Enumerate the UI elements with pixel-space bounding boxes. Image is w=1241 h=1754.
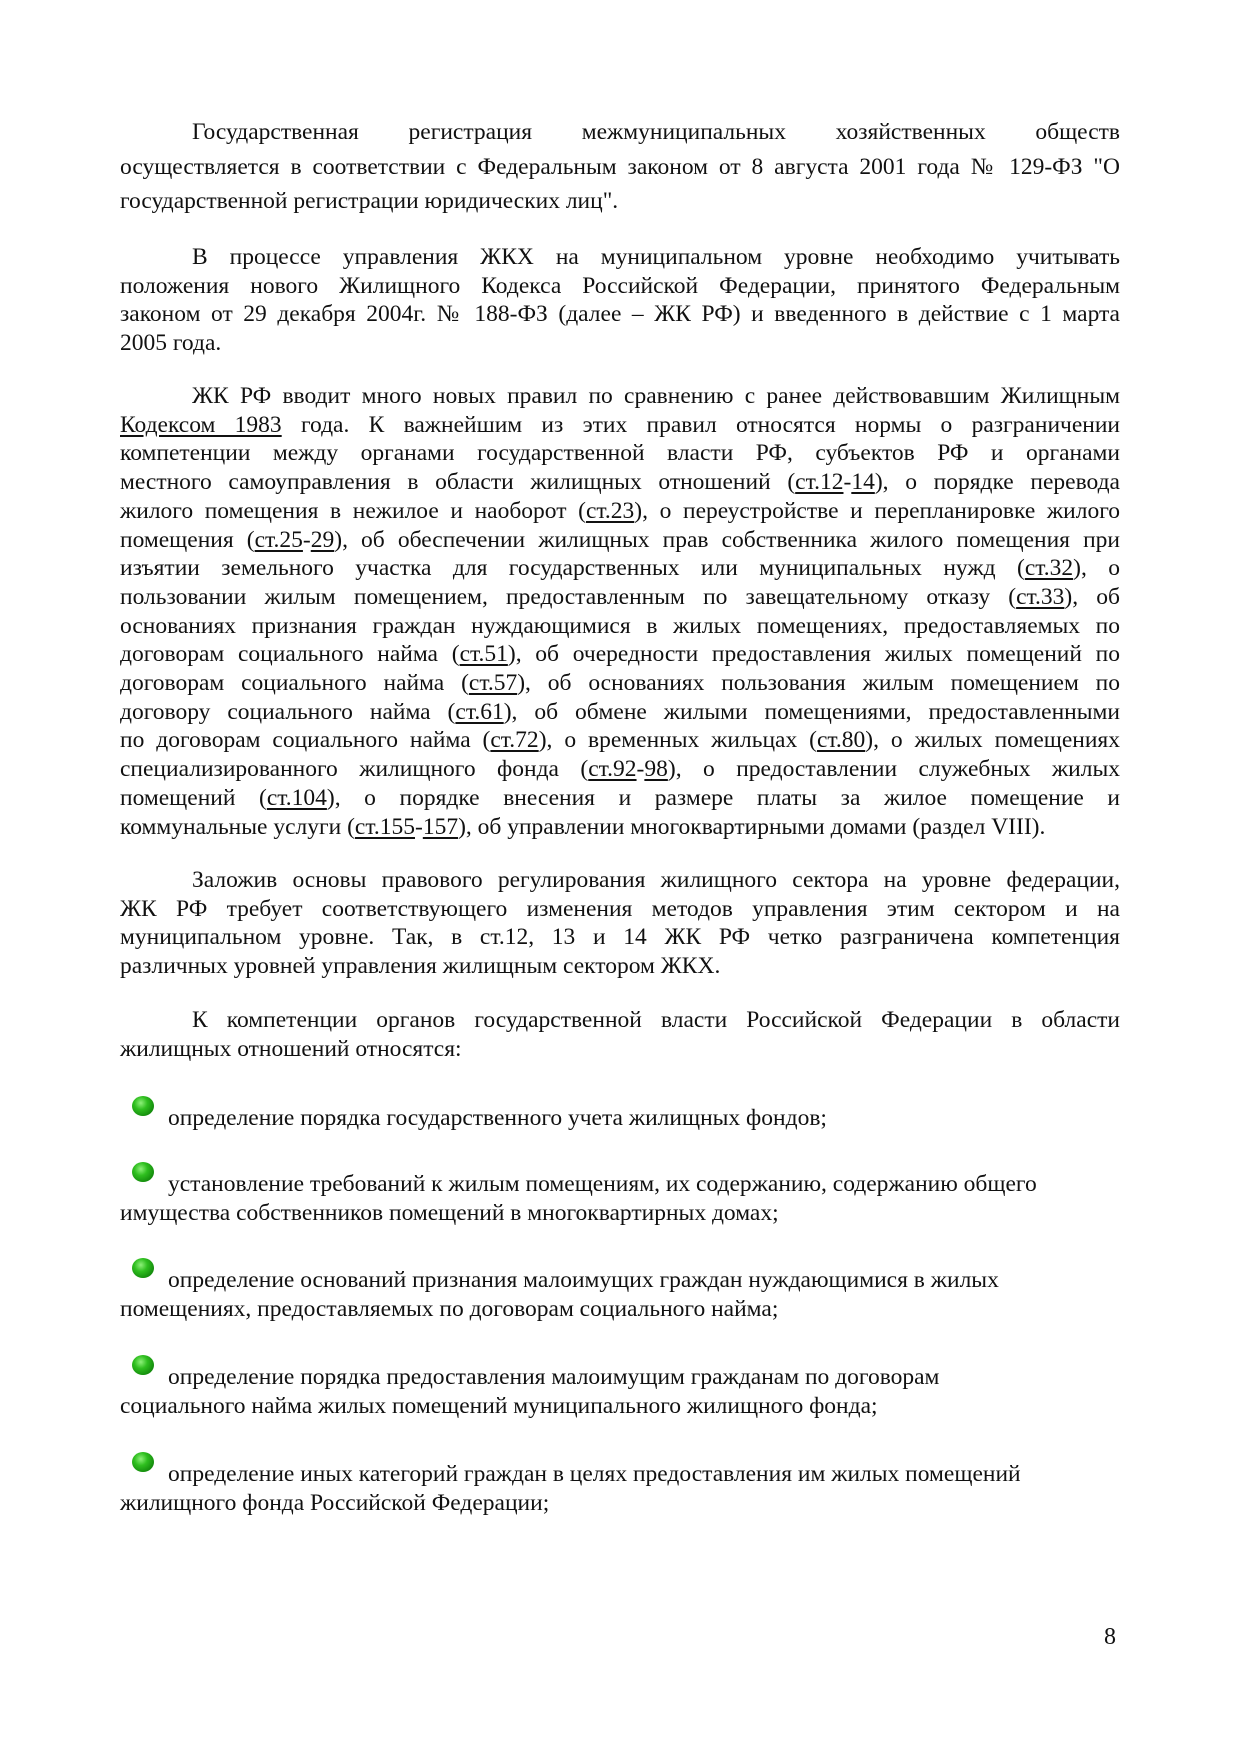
text-segment: ), об обмене жилыми помещениями, предоставленными xyxy=(503,698,1120,725)
bullet-text-line: определение иных категорий граждан в целях предоставления им жилых помещений xyxy=(168,1461,1021,1487)
article-link[interactable]: ст.32 xyxy=(1024,555,1074,582)
text-line xyxy=(120,698,1120,727)
text-segment: осуществляется в соответствии с Федеральным законом от 8 августа 2001 года № 129-ФЗ "О xyxy=(120,153,1120,180)
text-line xyxy=(120,382,1120,411)
text-line xyxy=(120,497,1120,526)
text-segment: года. К важнейшим из этих правил относятся нормы о разграничении xyxy=(281,411,1120,438)
text-segment: договору социального найма ( xyxy=(120,698,456,725)
text-line xyxy=(120,755,1120,784)
text-segment: В процессе управления ЖКХ на муниципальном уровне необходимо учитывать xyxy=(192,244,1120,270)
article-link[interactable]: ст.72 xyxy=(490,727,539,754)
text-segment: Заложив основы правового регулирования жилищного сектора на уровне федерации, xyxy=(192,867,1120,893)
text-line xyxy=(120,300,1120,329)
text-segment: коммунальные услуги ( xyxy=(120,813,355,840)
bullet-item xyxy=(120,1170,1120,1228)
text-segment: ), о предоставлении служебных жилых xyxy=(667,756,1121,783)
text-segment: положения нового Жилищного Кодекса Российской Федерации, принятого Федеральным xyxy=(120,272,1120,299)
text-segment: ЖК РФ требует соответствующего изменения методов управления этим сектором и на xyxy=(120,895,1120,922)
text-line xyxy=(120,895,1120,924)
text-line xyxy=(120,468,1120,497)
text-segment: ), о xyxy=(1073,555,1120,582)
article-link[interactable]: ст.155 xyxy=(354,813,415,840)
text-line xyxy=(120,411,1120,440)
bullet-item xyxy=(120,1104,1120,1133)
text-line xyxy=(120,1035,1120,1064)
text-segment: - xyxy=(414,813,423,840)
text-line xyxy=(120,669,1120,698)
text-segment: - xyxy=(636,756,645,783)
article-link[interactable]: 14 xyxy=(851,469,875,496)
green-bullet-icon xyxy=(132,1452,154,1472)
text-line xyxy=(120,923,1120,952)
article-link[interactable]: ст.33 xyxy=(1016,583,1065,610)
text-segment: законом от 29 декабря 2004г. № 188-ФЗ (далее – ЖК РФ) и введенного в действие с 1 марта xyxy=(120,301,1120,328)
bullet-text-line: имущества собственников помещений в многоквартирных домах; xyxy=(120,1200,779,1226)
text-line xyxy=(120,784,1120,813)
text-segment: договорам социального найма ( xyxy=(120,641,460,668)
text-segment: договорам социального найма ( xyxy=(120,670,469,697)
text-segment: ), о жилых помещениях xyxy=(865,727,1120,754)
text-line xyxy=(120,272,1120,301)
article-link[interactable]: ст.51 xyxy=(459,641,508,668)
article-link[interactable]: 98 xyxy=(644,756,668,783)
text-segment: помещений ( xyxy=(120,784,267,811)
text-line xyxy=(120,243,1120,272)
bullet-text-line: жилищного фонда Российской Федерации; xyxy=(120,1490,550,1516)
article-link[interactable]: ст.61 xyxy=(455,698,504,725)
article-link[interactable]: Кодексом 1983 xyxy=(120,411,282,438)
bullet-text-line: социального найма жилых помещений муниципального жилищного фонда; xyxy=(120,1393,878,1419)
text-line xyxy=(120,115,1120,150)
text-segment: К компетенции органов государственной власти Российской Федерации в области xyxy=(192,1007,1120,1033)
text-line xyxy=(120,1006,1120,1035)
green-bullet-icon xyxy=(132,1096,154,1116)
text-segment: - xyxy=(843,469,852,496)
text-line xyxy=(120,866,1120,895)
bullet-text-line: определение порядка предоставления малоимущим гражданам по договорам xyxy=(168,1364,940,1390)
article-link[interactable]: 29 xyxy=(310,526,335,553)
text-segment: ), о порядке внесения и размере платы за жилое помещение и xyxy=(326,784,1120,811)
article-link[interactable]: ст.92 xyxy=(588,756,637,783)
article-link[interactable]: ст.57 xyxy=(468,670,518,697)
text-line xyxy=(120,554,1120,583)
article-link[interactable]: ст.23 xyxy=(585,497,635,524)
text-segment: ), об основаниях пользования жилым помещением по xyxy=(517,670,1120,697)
text-segment: помещения ( xyxy=(120,526,255,553)
text-line xyxy=(120,813,1120,842)
text-line xyxy=(120,726,1120,755)
text-segment: основаниях признания граждан нуждающимися в жилых помещениях, предоставляемых по xyxy=(120,612,1120,639)
text-segment: ), об управлении многоквартирными домами (раздел VIII). xyxy=(458,813,1046,840)
text-segment: местного самоуправления в области жилищных отношений ( xyxy=(120,469,796,496)
text-segment: жилого помещения в нежилое и наоборот ( xyxy=(120,497,586,524)
text-segment: ), об очередности предоставления жилых помещений по xyxy=(507,641,1121,668)
article-link[interactable]: 157 xyxy=(422,813,459,840)
bullet-text-line: определение порядка государственного учета жилищных фондов; xyxy=(168,1105,827,1131)
text-segment: 2005 года. xyxy=(120,330,222,357)
paragraph-registration xyxy=(120,115,1120,219)
bullet-text-line: установление требований к жилым помещениям, их содержанию, содержанию общего xyxy=(168,1171,1037,1197)
text-segment: ), о порядке перевода xyxy=(874,469,1120,496)
bullet-item xyxy=(120,1363,1120,1421)
text-line xyxy=(120,640,1120,669)
article-link[interactable]: ст.25 xyxy=(254,526,303,553)
article-link[interactable]: ст.104 xyxy=(266,784,327,811)
text-segment: изъятии земельного участка для государственных или муниципальных нужд ( xyxy=(120,555,1025,582)
paragraph-federal-level xyxy=(120,866,1120,981)
bullet-text-line: определение оснований признания малоимущих граждан нуждающимися в жилых xyxy=(168,1267,999,1293)
text-segment: ), об xyxy=(1064,583,1120,610)
text-segment: ), о временных жильцах ( xyxy=(538,727,817,754)
green-bullet-icon xyxy=(132,1258,154,1278)
text-line xyxy=(120,329,1120,358)
text-segment: муниципальном уровне. Так, в ст.12, 13 и 14 ЖК РФ четко разграничена компетенция xyxy=(120,924,1120,951)
text-segment: жилищных отношений относятся: xyxy=(120,1035,462,1062)
paragraph-competence-intro xyxy=(120,1006,1120,1063)
bullet-text-line: помещениях, предоставляемых по договорам социального найма; xyxy=(120,1296,779,1322)
text-line xyxy=(120,526,1120,555)
text-segment: ЖК РФ вводит много новых правил по сравнению с ранее действовавшим Жилищным xyxy=(192,383,1120,409)
text-segment: - xyxy=(302,526,311,553)
text-line xyxy=(120,583,1120,612)
text-segment: пользовании жилым помещением, предоставленным по завещательному отказу ( xyxy=(120,583,1017,610)
bullet-item xyxy=(120,1460,1120,1518)
page-number: 8 xyxy=(1104,1624,1116,1650)
text-segment: компетенции между органами государственной власти РФ, субъектов РФ и органами xyxy=(120,440,1120,467)
text-line xyxy=(120,612,1120,641)
text-line xyxy=(120,150,1120,185)
text-segment: различных уровней управления жилищным сектором ЖКХ. xyxy=(120,953,721,980)
green-bullet-icon xyxy=(132,1162,154,1182)
article-link[interactable]: ст.80 xyxy=(816,727,866,754)
text-line xyxy=(120,439,1120,468)
green-bullet-icon xyxy=(132,1355,154,1375)
text-segment: ), об обеспечении жилищных прав собственника жилого помещения при xyxy=(334,526,1120,553)
text-segment: государственной регистрации юридических лиц". xyxy=(120,188,619,215)
text-line xyxy=(120,184,1120,219)
bullet-item xyxy=(120,1266,1120,1324)
text-segment: специализированного жилищного фонда ( xyxy=(120,756,589,783)
article-link[interactable]: ст.12 xyxy=(795,469,844,496)
text-segment: ), о переустройстве и перепланировке жилого xyxy=(634,497,1120,524)
text-segment: по договорам социального найма ( xyxy=(120,727,491,754)
paragraph-housing-code-intro xyxy=(120,243,1120,358)
text-segment: Государственная регистрация межмуниципальных хозяйственных обществ xyxy=(192,119,1120,145)
paragraph-new-rules xyxy=(120,382,1120,841)
text-line xyxy=(120,952,1120,981)
